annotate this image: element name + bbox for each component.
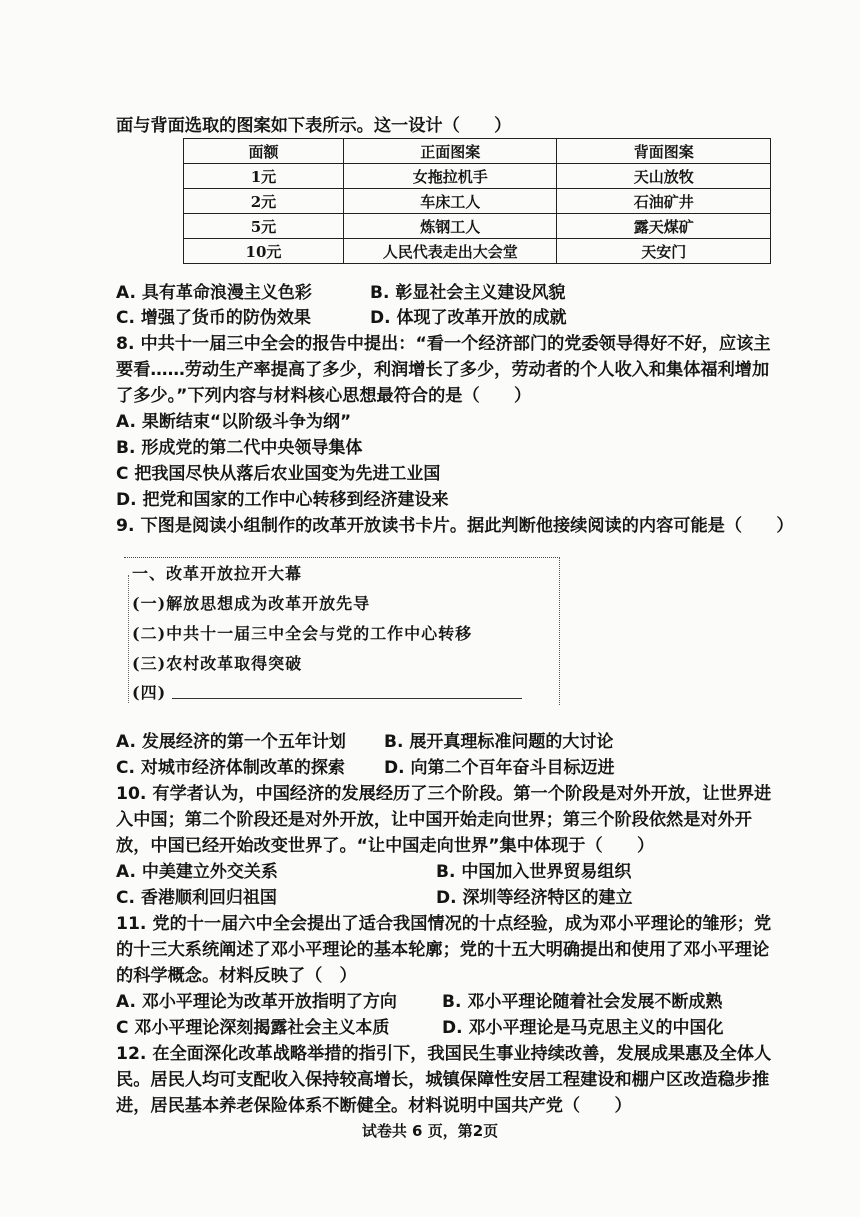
q8-option-b: B. 形成党的第二代中央领导集体 xyxy=(116,438,363,458)
card-item: (二)中共十一届三中全会与党的工作中心转移 xyxy=(132,624,473,643)
table-cell: 天安门 xyxy=(557,239,771,264)
banknote-table xyxy=(183,138,771,264)
table-cell: 2元 xyxy=(184,189,344,214)
card-border-left xyxy=(128,575,129,703)
card-item: (一)解放思想成为改革开放先导 xyxy=(132,594,371,613)
table-header: 背面图案 xyxy=(557,139,771,164)
q12-stem-line: 12. 在全面深化改革战略举措的指引下，我国民生事业持续改善，发展成果惠及全体人 xyxy=(116,1044,772,1064)
card-item: (四) xyxy=(132,683,167,702)
table-header: 正面图案 xyxy=(343,139,557,164)
q10-option-a: A. 中美建立外交关系 xyxy=(116,862,278,882)
q12-stem-line: 民。居民人均可支配收入保持较高增长，城镇保障性安居工程建设和棚户区改造稳步推 xyxy=(116,1070,770,1090)
q12-stem-line: 进，居民基本养老保险体系不断健全。材料说明中国共产党（ ） xyxy=(116,1096,632,1116)
q7-option-c: C. 增强了货币的防伪效果 xyxy=(116,308,311,328)
q8-stem-line: 8. 中共十一届三中全会的报告中提出：“看一个经济部门的党委领导得好不好，应该主 xyxy=(116,334,771,354)
table-row xyxy=(184,189,771,214)
q10-stem-line: 放，中国已经开始改变世界了。“让中国走向世界”集中体现于（ ） xyxy=(116,836,655,856)
q11-option-d: D. 邓小平理论是马克思主义的中国化 xyxy=(442,1018,724,1038)
table-cell: 车床工人 xyxy=(343,189,557,214)
q10-option-b: B. 中国加入世界贸易组织 xyxy=(436,862,632,882)
q9-option-d: D. 向第二个百年奋斗目标迈进 xyxy=(384,758,615,778)
table-cell: 1元 xyxy=(184,164,344,189)
q7-option-a: A. 具有革命浪漫主义色彩 xyxy=(116,283,312,303)
table-row xyxy=(184,239,771,264)
table-header-row xyxy=(184,139,771,164)
q11-option-a: A. 邓小平理论为改革开放指明了方向 xyxy=(116,992,397,1012)
q10-stem-line: 10. 有学者认为，中国经济的发展经历了三个阶段。第一个阶段是对外开放，让世界进 xyxy=(116,784,772,804)
card-border-top xyxy=(124,557,560,558)
q8-stem-line: 要看……劳动生产率提高了多少，利润增长了多少，劳动者的个人收入和集体福利增加 xyxy=(116,360,770,380)
card-blank-line xyxy=(172,698,522,699)
q11-option-b: B. 邓小平理论随着社会发展不断成熟 xyxy=(442,992,723,1012)
q10-stem-line: 入中国；第二个阶段还是对外开放，让中国开始走向世界；第三个阶段依然是对外开 xyxy=(116,810,752,830)
q8-option-d: D. 把党和国家的工作中心转移到经济建设来 xyxy=(116,490,449,510)
q11-stem-line: 11. 党的十一届六中全会提出了适合我国情况的十点经验，成为邓小平理论的雏形；党 xyxy=(116,914,772,934)
table-row xyxy=(184,164,771,189)
table-cell: 5元 xyxy=(184,214,344,239)
q7-option-b: B. 彰显社会主义建设风貌 xyxy=(370,283,566,303)
q11-stem-line: 的十三大系统阐述了邓小平理论的基本轮廓；党的十五大明确提出和使用了邓小平理论 xyxy=(116,940,770,960)
q8-option-a: A. 果断结束“以阶级斗争为纲” xyxy=(116,412,352,432)
table-cell: 露天煤矿 xyxy=(557,214,771,239)
table-cell: 炼钢工人 xyxy=(343,214,557,239)
q7-stem: 面与背面选取的图案如下表所示。这一设计（ ） xyxy=(116,116,512,136)
q9-option-c: C. 对城市经济体制改革的探索 xyxy=(116,758,345,778)
card-border-right xyxy=(559,557,560,705)
table-cell: 女拖拉机手 xyxy=(343,164,557,189)
q10-option-d: D. 深圳等经济特区的建立 xyxy=(436,888,633,908)
reading-card xyxy=(124,555,560,705)
card-heading: 一、改革开放拉开大幕 xyxy=(132,564,303,583)
q9-option-a: A. 发展经济的第一个五年计划 xyxy=(116,732,346,752)
q10-option-c: C. 香港顺利回归祖国 xyxy=(116,888,277,908)
q9-stem-line: 9. 下图是阅读小组制作的改革开放读书卡片。据此判断他接续阅读的内容可能是（ ） xyxy=(116,516,794,536)
table-cell: 石油矿井 xyxy=(557,189,771,214)
q8-stem-line: 了多少。”下列内容与材料核心思想最符合的是（ ） xyxy=(116,386,532,406)
q11-stem-line: 的科学概念。材料反映了（ ） xyxy=(116,966,357,986)
table-cell: 10元 xyxy=(184,239,344,264)
q8-option-c: C 把我国尽快从落后农业国变为先进工业国 xyxy=(116,464,441,484)
table-cell: 人民代表走出大会堂 xyxy=(343,239,557,264)
table-cell: 天山放牧 xyxy=(557,164,771,189)
page-footer: 试卷共 6 页，第2页 xyxy=(361,1122,499,1140)
q9-option-b: B. 展开真理标准问题的大讨论 xyxy=(384,732,614,752)
card-item: (三)农村改革取得突破 xyxy=(132,654,303,673)
table-header: 面额 xyxy=(184,139,344,164)
q7-option-d: D. 体现了改革开放的成就 xyxy=(370,308,567,328)
table-row xyxy=(184,214,771,239)
q11-option-c: C 邓小平理论深刻揭露社会主义本质 xyxy=(116,1018,390,1038)
